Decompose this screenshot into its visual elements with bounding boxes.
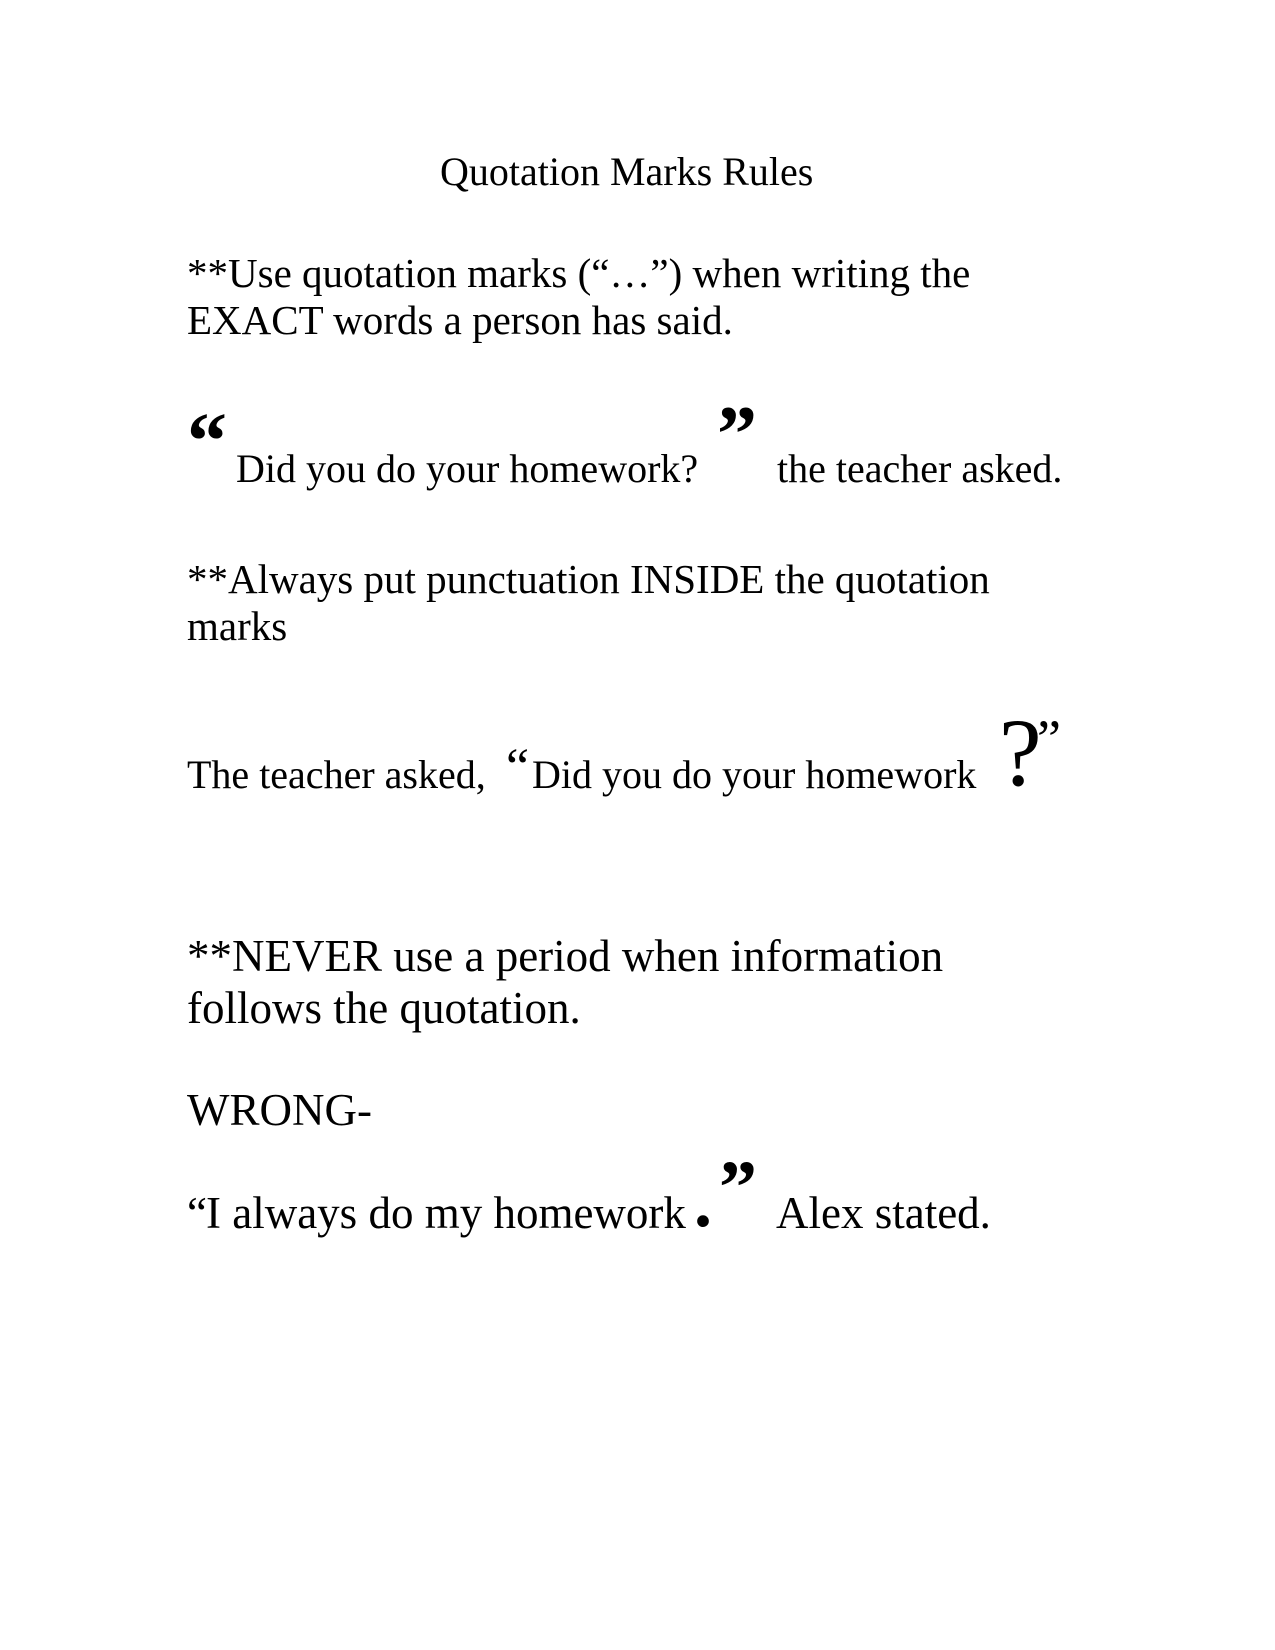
example-3-open-quote-mark: “: [187, 1188, 207, 1238]
rule-no-period-line-1: **NEVER use a period when information: [187, 931, 944, 981]
example-2-quoted-text: Did you do your homework: [532, 752, 977, 797]
rule-no-period: [187, 930, 943, 1034]
example-2-open-quote-mark: “: [506, 739, 530, 796]
wrong-label: WRONG-: [187, 1085, 372, 1135]
example-3-period: .: [694, 1162, 712, 1242]
example-1-attribution: the teacher asked.: [777, 446, 1063, 491]
rule-punctuation-inside-line-1: **Always put punctuation INSIDE the quotation: [187, 556, 990, 602]
rule-exact-words: [187, 250, 970, 344]
example-3-close-quote-mark: ”: [719, 1146, 757, 1230]
example-3-attribution: Alex stated.: [776, 1188, 991, 1238]
example-1-quoted-text: Did you do your homework?: [236, 446, 699, 491]
example-2-close-quote-mark: ”: [1037, 709, 1061, 769]
rule-no-period-line-2: follows the quotation.: [187, 983, 581, 1033]
page-title: Quotation Marks Rules: [440, 149, 814, 194]
rule-punctuation-inside: [187, 556, 990, 650]
example-1-close-quote-mark: ”: [717, 391, 757, 479]
rule-exact-words-line-1: **Use quotation marks (“…”) when writing the: [187, 250, 971, 296]
example-2-question-mark: ?: [999, 699, 1042, 806]
example-2-lead-text: The teacher asked,: [187, 752, 486, 797]
rule-exact-words-line-2: EXACT words a person has said.: [187, 297, 733, 343]
example-3-quoted-text: I always do my homework: [206, 1188, 686, 1238]
rule-punctuation-inside-line-2: marks: [187, 603, 288, 649]
example-1-open-quote-mark: “: [187, 398, 227, 486]
